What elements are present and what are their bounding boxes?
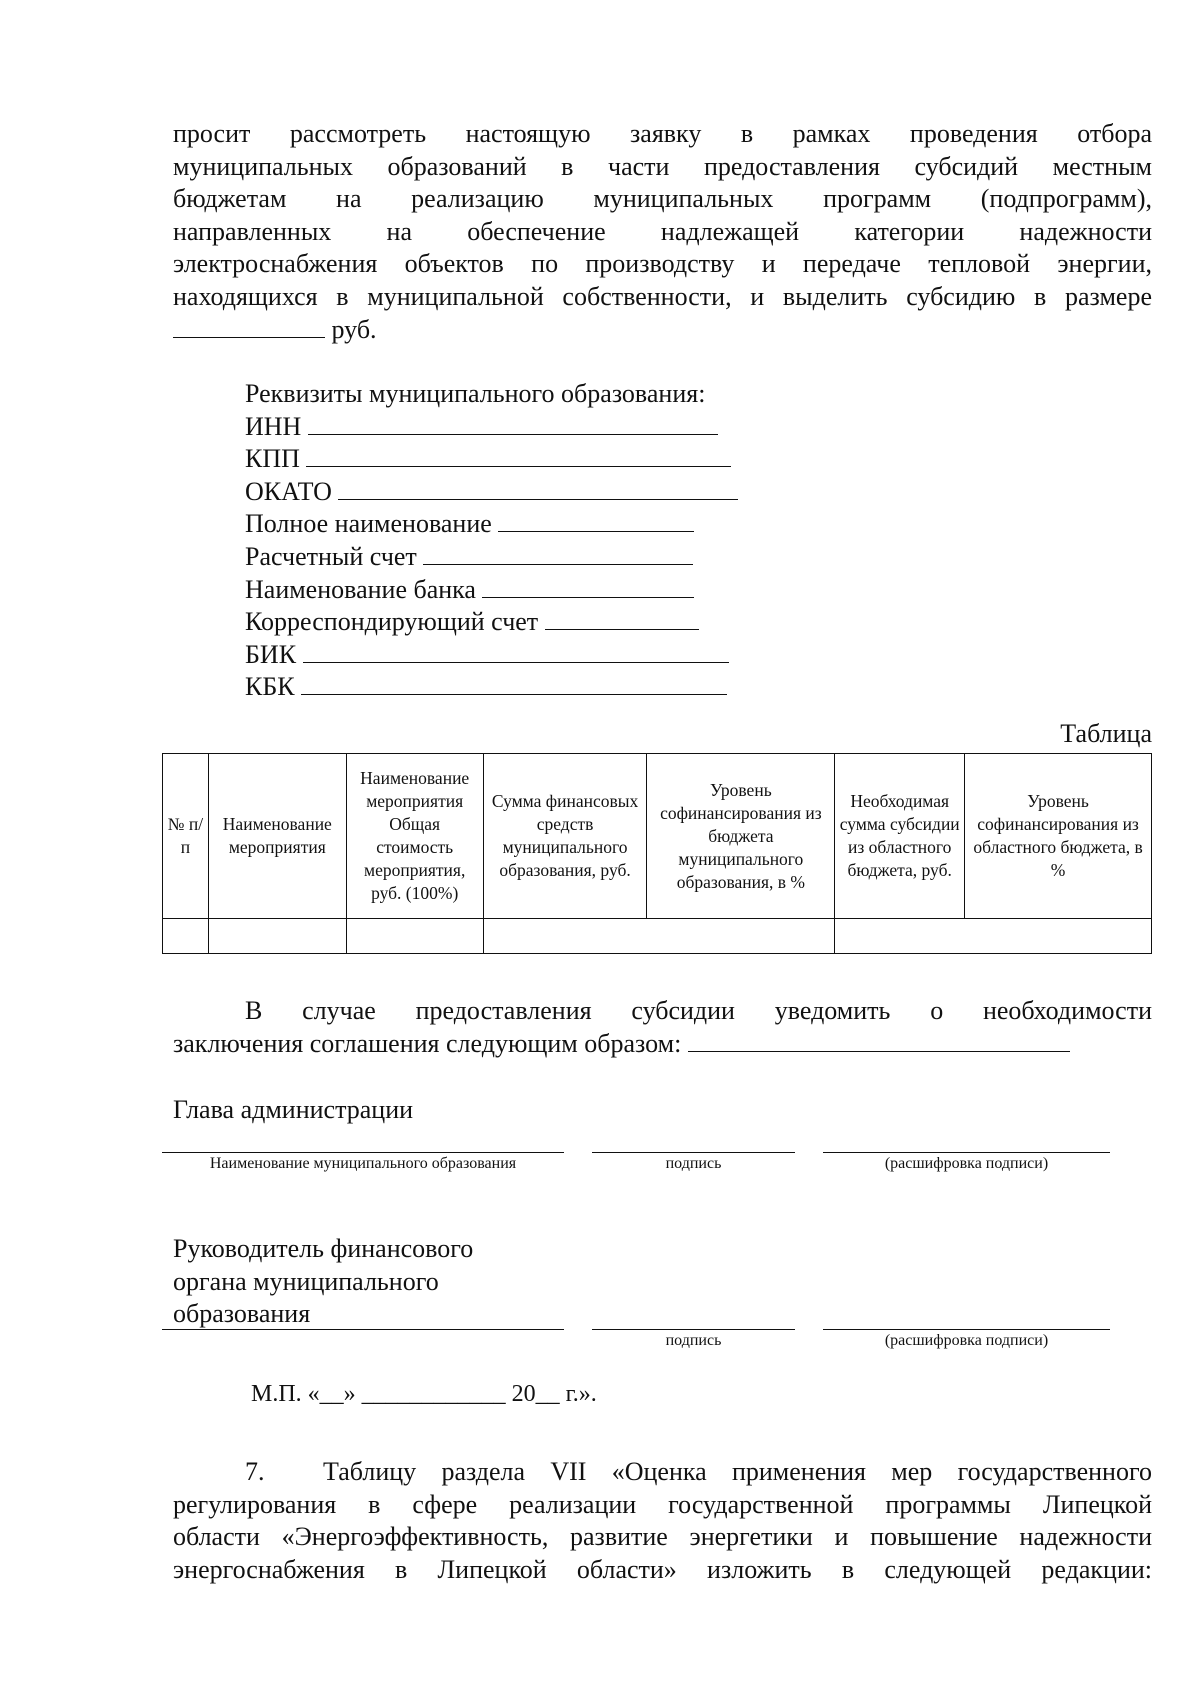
amount-suffix: руб. [331,314,377,344]
table-cell[interactable] [835,919,1152,954]
intro-line-3: бюджетам на реализацию муниципальных программ (подпрограмм), [173,184,1152,214]
head-admin-decode-line[interactable] [823,1152,1110,1153]
field-okato [245,476,738,509]
field-kpp-blank[interactable] [306,444,731,467]
notice-line-2 [173,1028,1070,1061]
field-bik-blank[interactable] [303,640,729,663]
fin-head-name-line[interactable] [162,1329,564,1330]
header-event-name: Наименование мероприятия [208,754,346,919]
intro-line-6: находящихся в муниципальной собственности, и выделить субсидию в размере [173,282,1152,311]
notice-line-1: В случае предоставления субсидии уведомить о необходимости [245,996,1152,1025]
field-bik [245,639,729,672]
field-kpp [245,443,731,476]
table-cell[interactable] [208,919,346,954]
field-account-blank[interactable] [423,542,693,565]
table-caption: Таблица [1060,719,1152,748]
table-cell[interactable] [346,919,483,954]
requisites-heading: Реквизиты муниципального образования: [245,379,706,408]
fin-head-caption-sign: подпись [665,1332,722,1349]
table-header-row [163,754,1152,919]
header-regional-cofinancing: Уровень софинансирования из областного бюджета, в % [965,754,1152,919]
field-account [245,541,693,574]
field-kbk-blank[interactable] [301,672,727,695]
header-municipal-funds: Сумма финансовых средств муниципального образования, руб. [483,754,647,919]
field-bank-label: Наименование банка [245,574,476,604]
notice-line-2-text: заключения соглашения следующим образом: [173,1028,682,1058]
header-total-cost: Наименование мероприятия Общая стоимость мероприятия, руб. (100%) [346,754,483,919]
header-municipal-cofinancing: Уровень софинансирования из бюджета муниципального образования, в % [647,754,835,919]
subsidy-table [162,753,1152,954]
field-kpp-label: КПП [245,444,300,474]
head-admin-name-line[interactable] [162,1152,564,1153]
field-fullname-label: Полное наименование [245,509,492,539]
fin-head-line-2: органа муниципального [173,1266,439,1296]
item7-line-1: Таблицу раздела VII «Оценка применения мер государственного [323,1457,1152,1486]
fin-head-line-3: образования [173,1299,311,1329]
field-kbk-label: КБК [245,672,295,702]
stamp-date-line: М.П. «__» ____________ 20__ г.». [251,1381,597,1407]
amount-blank[interactable] [173,315,325,338]
item7-line-2: регулирования в сфере реализации государственной программы Липецкой [173,1489,1152,1519]
notice-blank[interactable] [688,1029,1070,1052]
field-kbk [245,671,727,704]
field-inn-blank[interactable] [308,412,718,435]
field-account-label: Расчетный счет [245,542,417,571]
field-corr-account [245,606,699,639]
item7-line-3: области «Энергоэффективность, развитие энергетики и повышение надежности [173,1522,1152,1552]
field-fullname-blank[interactable] [498,509,694,532]
intro-line-5: электроснабжения объектов по производству и передаче тепловой энергии, [173,249,1152,279]
field-corr-account-blank[interactable] [545,607,699,630]
field-okato-blank[interactable] [338,477,738,500]
item7-line-4: энергоснабжения в Липецкой области» изложить в следующей редакции: [173,1554,1152,1584]
head-admin-title: Глава администрации [173,1095,414,1124]
field-bank-blank[interactable] [482,575,694,598]
header-required-subsidy: Необходимая сумма субсидии из областного бюджета, руб. [835,754,965,919]
field-inn-label: ИНН [245,411,302,441]
head-admin-caption-sign: подпись [665,1155,722,1172]
item7-number: 7. [245,1457,265,1486]
table-cell[interactable] [483,919,835,954]
field-inn [245,411,718,444]
header-number: № п/п [163,754,209,919]
intro-line-1: просит рассмотреть настоящую заявку в рамках проведения отбора [173,119,1152,148]
fin-head-caption-decode: (расшифровка подписи) [884,1332,1049,1349]
fin-head-decode-line[interactable] [823,1329,1110,1330]
field-okato-label: ОКАТО [245,476,332,506]
table-row [163,919,1152,954]
head-admin-sign-line[interactable] [592,1152,795,1153]
intro-line-2: муниципальных образований в части предоставления субсидий местным [173,151,1152,181]
field-bank [245,574,694,607]
head-admin-caption-decode: (расшифровка подписи) [884,1155,1049,1172]
amount-line [173,314,377,347]
table-cell[interactable] [163,919,209,954]
head-admin-caption-name: Наименование муниципального образования [209,1155,517,1172]
intro-line-4: направленных на обеспечение надлежащей категории надежности [173,216,1152,246]
field-corr-account-label: Корреспондирующий счет [245,607,539,637]
fin-head-sign-line[interactable] [592,1329,795,1330]
field-fullname [245,508,694,541]
fin-head-line-1: Руководитель финансового [173,1234,474,1263]
field-bik-label: БИК [245,639,297,669]
